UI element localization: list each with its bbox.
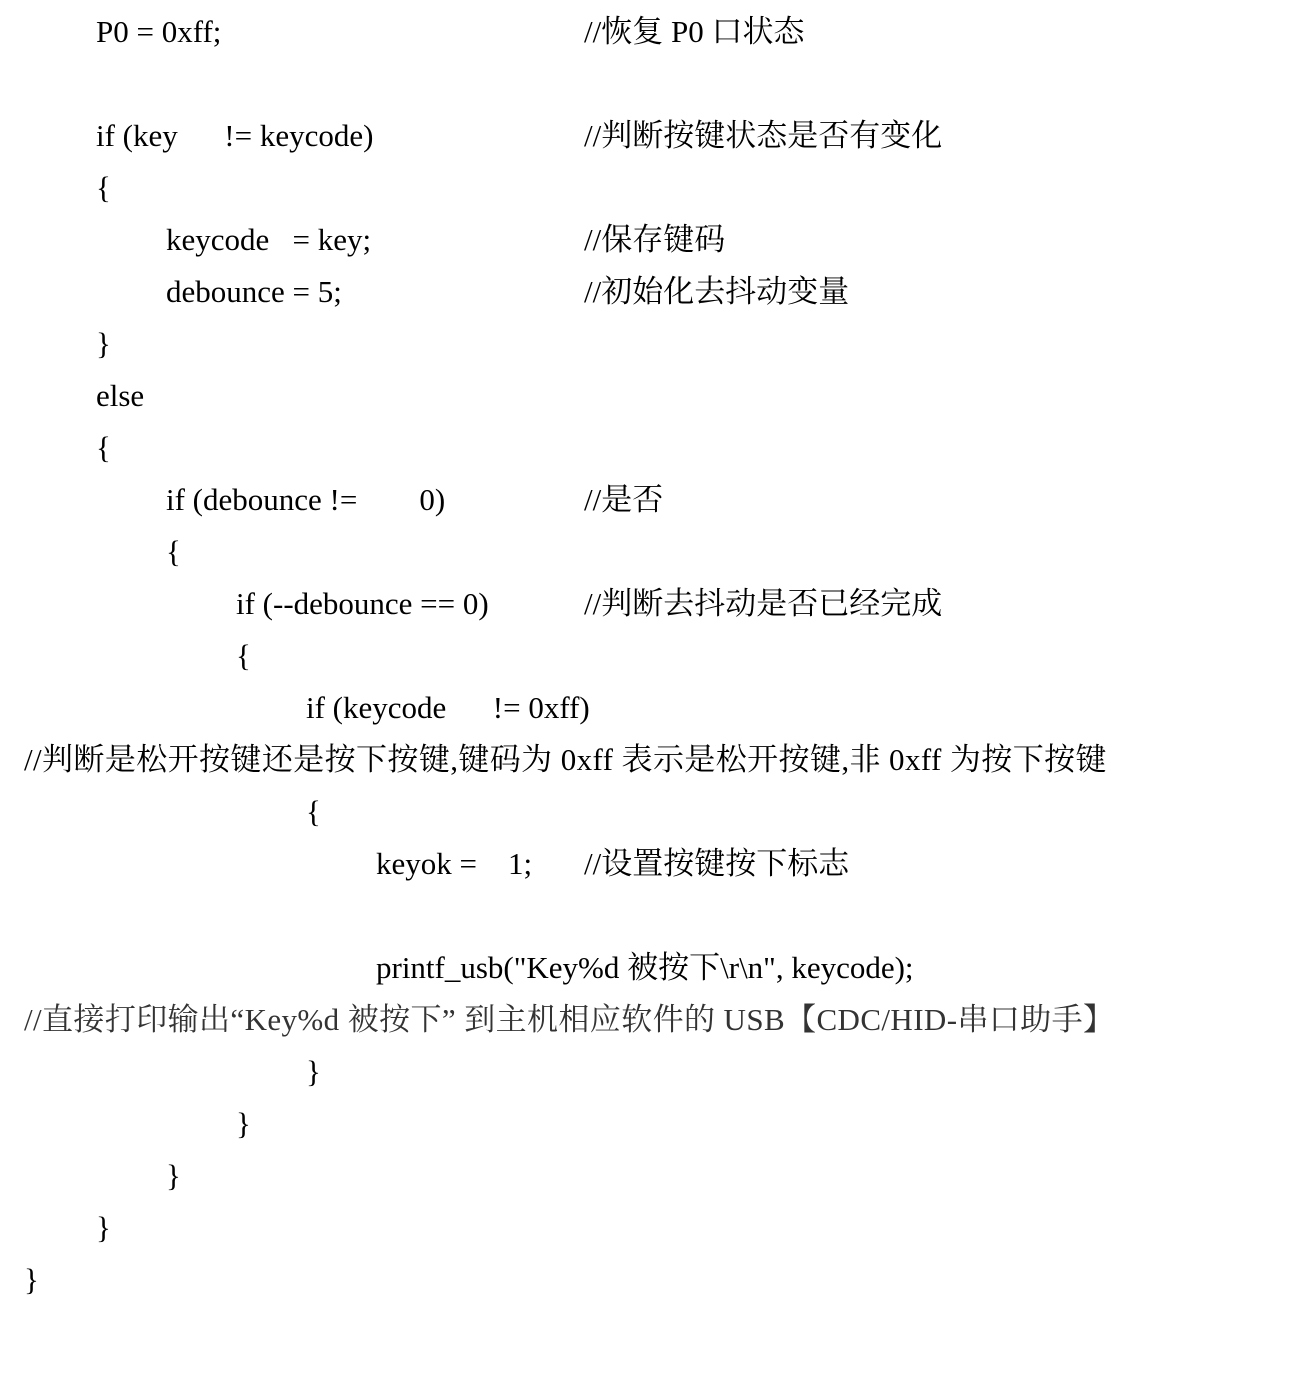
code-text: if (keycode != 0xff) (306, 690, 590, 725)
code-comment: //是否 (584, 482, 664, 517)
code-text: else (96, 378, 145, 413)
code-comment: //判断去抖动是否已经完成 (584, 586, 943, 621)
code-comment: //保存键码 (584, 222, 726, 257)
code-comment: //判断按键状态是否有变化 (584, 118, 943, 153)
brace: { (166, 534, 181, 569)
code-text: debounce = 5; (166, 274, 342, 309)
code-line (0, 1260, 1302, 1300)
code-text: if (--debounce == 0) (236, 586, 489, 621)
code-line (0, 324, 1302, 364)
code-line (0, 1000, 1302, 1040)
code-line (0, 480, 1302, 520)
code-line (0, 428, 1302, 468)
code-line (0, 688, 1302, 728)
code-comment: //初始化去抖动变量 (584, 274, 850, 309)
code-comment: //直接打印输出“Key%d 被按下” 到主机相应软件的 USB【CDC/HID-串口助手】 (24, 1002, 1115, 1037)
code-text: printf_usb("Key%d 被按下\r\n", keycode); (376, 950, 914, 985)
code-line (0, 1052, 1302, 1092)
code-text: if (key != keycode) (96, 118, 374, 153)
code-line (0, 168, 1302, 208)
code-line (0, 220, 1302, 260)
code-line (0, 636, 1302, 676)
code-line (0, 12, 1302, 52)
code-line (0, 532, 1302, 572)
code-line (0, 792, 1302, 832)
brace: } (166, 1158, 181, 1193)
code-comment: //设置按键按下标志 (584, 846, 850, 881)
code-text: P0 = 0xff; (96, 14, 222, 49)
code-comment: //恢复 P0 口状态 (584, 14, 805, 49)
code-line (0, 844, 1302, 884)
brace: { (236, 638, 251, 673)
code-line (0, 1208, 1302, 1248)
brace: } (96, 1210, 111, 1245)
code-line (0, 948, 1302, 988)
code-text: keyok = 1; (376, 846, 533, 881)
code-text: if (debounce != 0) (166, 482, 446, 517)
brace: } (306, 1054, 321, 1089)
brace: } (96, 326, 111, 361)
brace: { (96, 430, 111, 465)
code-text: keycode = key; (166, 222, 372, 257)
code-line (0, 584, 1302, 624)
code-line (0, 1156, 1302, 1196)
code-line (0, 272, 1302, 312)
brace: } (24, 1262, 39, 1297)
code-line (0, 376, 1302, 416)
code-line (0, 740, 1302, 780)
brace: { (96, 170, 111, 205)
brace: } (236, 1106, 251, 1141)
code-line (0, 116, 1302, 156)
brace: { (306, 794, 321, 829)
code-line (0, 1104, 1302, 1144)
code-comment: //判断是松开按键还是按下按键,键码为 0xff 表示是松开按键,非 0xff 为按下按键 (24, 742, 1107, 777)
